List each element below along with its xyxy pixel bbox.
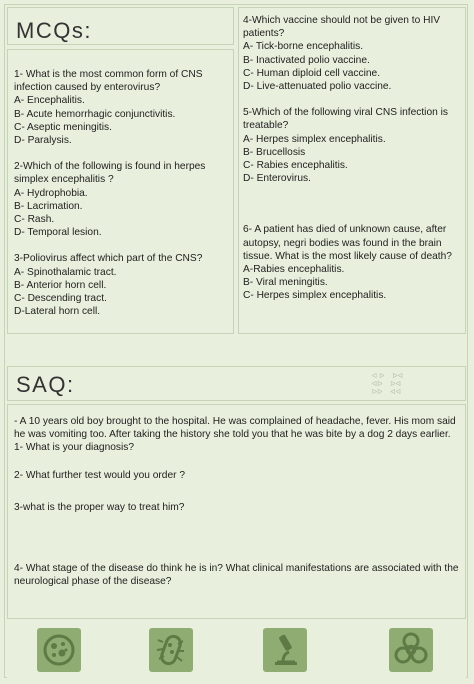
question-block	[14, 252, 227, 318]
saq-question-4: 4- What stage of the disease do think he is in? What clinical manifestations are associated with the neurological phase of the disease?	[14, 563, 459, 588]
answer-option: A- Hydrophobia.	[14, 187, 88, 199]
answer-option: C- Rash.	[14, 214, 55, 226]
question-block	[14, 68, 227, 147]
biohazard-icon	[389, 628, 433, 672]
mcq-heading: MCQs:	[16, 18, 92, 43]
mcq-heading-box	[7, 7, 234, 45]
question-text: 6- A patient has died of unknown cause, after autopsy, negri bodies was found in the brain tissue. What is the most likely cause of death?	[243, 224, 452, 262]
answer-option: C- Human diploid cell vaccine.	[243, 67, 381, 79]
answer-option: D- Enterovirus.	[243, 173, 311, 185]
bacillus-icon	[149, 628, 193, 672]
answer-option: C- Aseptic meningitis.	[14, 121, 112, 133]
answer-option: C- Rabies encephalitis.	[243, 160, 348, 172]
question-text: 2-Which of the following is found in herpes simplex encephalitis ?	[14, 161, 206, 186]
answer-option: B- Viral meningitis.	[243, 277, 328, 289]
answer-option: D- Live-attenuated polio vaccine.	[243, 81, 392, 93]
saq-heading: SAQ:	[16, 372, 75, 397]
answer-option: B- Acute hemorrhagic conjunctivitis.	[14, 108, 176, 120]
question-text: 1- What is the most common form of CNS infection caused by enterovirus?	[14, 69, 203, 94]
answer-option: B- Lacrimation.	[14, 200, 83, 212]
saq-case: - A 10 years old boy brought to the hospital. He was complained of headache, fever. His mom said he was vomiting too. After taking the history she told you that he was bite by a dog 2 days earlier.	[14, 416, 456, 441]
answer-option: D- Paralysis.	[14, 135, 72, 147]
decorative-marks: ᐊ ᐅ ᐅᐊ ᐊᐅ ᐅᐊ ᐅᐅ ᐊᐊ	[371, 373, 403, 396]
answer-option: A- Spinothalamic tract.	[14, 266, 117, 278]
answer-option: A- Herpes simplex encephalitis.	[243, 133, 386, 145]
mcq-right-column	[238, 7, 466, 334]
question-text: 4-Which vaccine should not be given to HIV patients?	[243, 15, 441, 40]
saq-question-3: 3-what is the proper way to treat him?	[14, 501, 185, 513]
answer-option: C- Descending tract.	[14, 293, 107, 305]
saq-question-1: 1- What is your diagnosis?	[14, 442, 135, 454]
faint-text-block	[14, 522, 459, 558]
saq-question-2: 2- What further test would you order ?	[14, 469, 186, 481]
question-text: 3-Poliovirus affect which part of the CNS?	[14, 253, 203, 265]
question-block	[243, 223, 459, 302]
question-text: 5-Which of the following viral CNS infection is treatable?	[243, 107, 448, 132]
answer-option: B- Brucellosis	[243, 146, 306, 158]
mcq-left-column	[7, 49, 234, 334]
answer-option: D- Temporal lesion.	[14, 227, 102, 239]
answer-option: D-Lateral horn cell.	[14, 306, 101, 318]
saq-body	[7, 404, 466, 619]
answer-option: C- Herpes simplex encephalitis.	[243, 290, 387, 302]
microscope-icon	[263, 628, 307, 672]
saq-heading-box	[7, 366, 466, 401]
faint-text-line	[14, 490, 459, 499]
bacteria-dish-icon	[37, 628, 81, 672]
question-block	[243, 14, 459, 93]
question-block	[14, 160, 227, 239]
answer-option: A-Rabies encephalitis.	[243, 264, 345, 276]
question-block	[243, 106, 459, 185]
answer-option: A- Encephalitis.	[14, 95, 85, 107]
answer-option: B- Inactivated polio vaccine.	[243, 54, 370, 66]
answer-option: B- Anterior horn cell.	[14, 279, 107, 291]
answer-option: A- Tick-borne encephalitis.	[243, 41, 364, 53]
icons-bar	[7, 622, 466, 678]
